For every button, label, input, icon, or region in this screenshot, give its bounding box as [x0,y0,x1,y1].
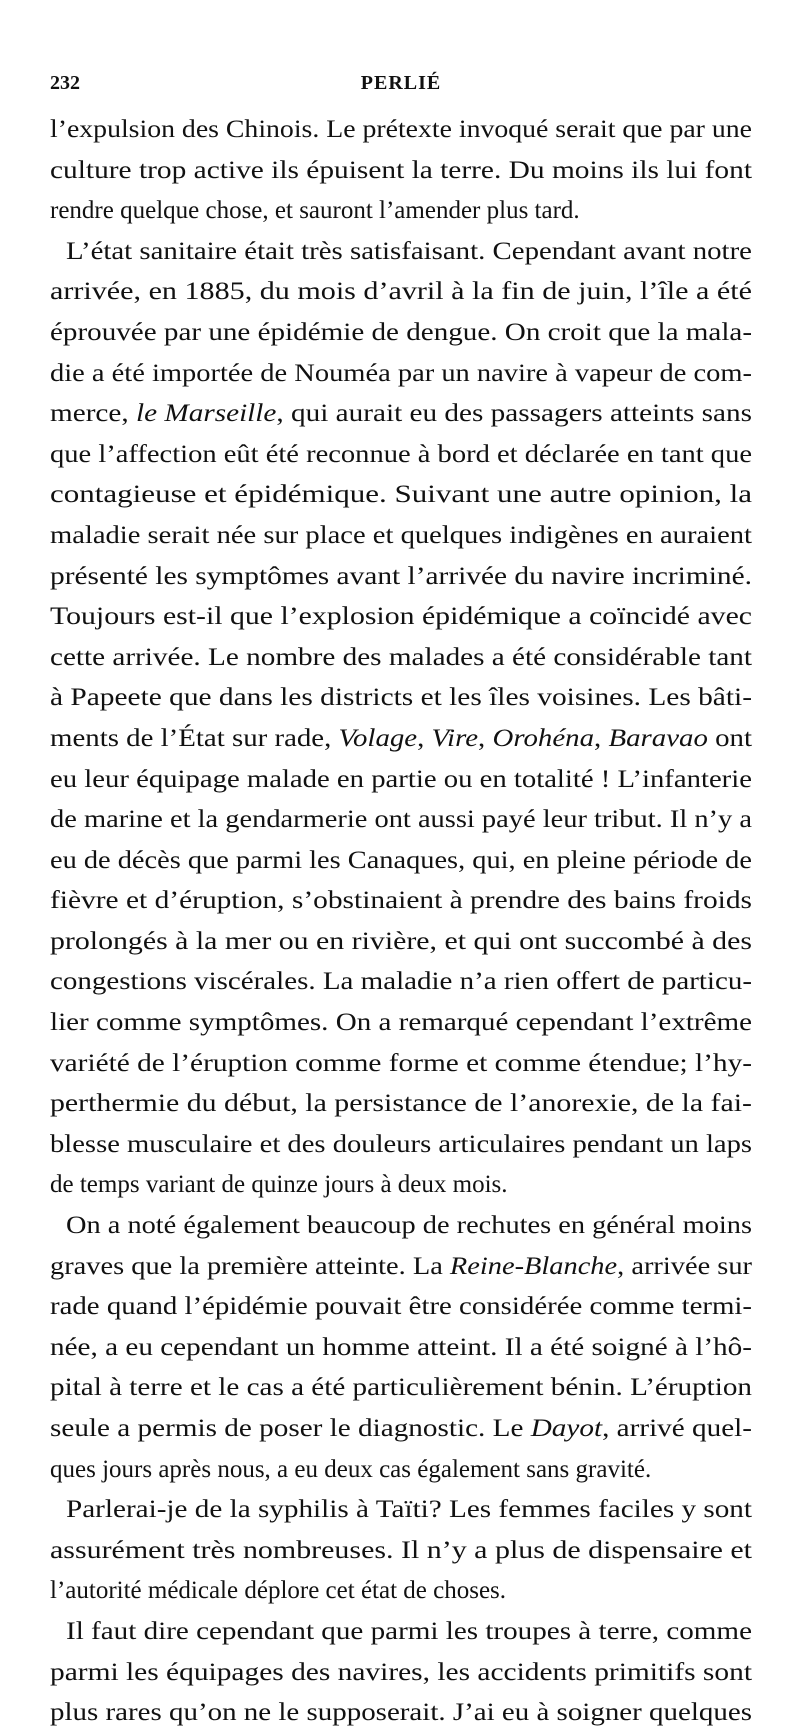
text-line: eu leur équipage malade en partie ou en totalité ! L’infanterie [50,765,752,793]
text-line: assurément très nombreuses. Il n’y a plus de dispensaire et [50,1536,752,1564]
text-line: de marine et la gendarmerie ont aussi payé leur tribut. Il n’y a [50,806,752,834]
text-line: Il faut dire cependant que parmi les troupes à terre, comme [66,1617,752,1645]
text-line: de temps variant de quinze jours à deux mois. [50,1171,508,1199]
text-line: L’état sanitaire était très satisfaisant. Cependant avant notre [66,237,752,265]
text-line: parmi les équipages des navires, les accidents primitifs sont [50,1658,752,1686]
text-line: l’autorité médicale déplore cet état de choses. [50,1577,507,1605]
text-line: arrivée, en 1885, du mois d’avril à la fin de juin, l’île a été [50,278,752,306]
text-line: éprouvée par une épidémie de dengue. On croit que la mala- [50,318,753,346]
text-line: Parlerai-je de la syphilis à Taïti? Les femmes faciles y sont [66,1496,753,1524]
text-line: eu de décès que parmi les Canaques, qui, en pleine période de [50,846,752,874]
text-line: cette arrivée. Le nombre des malades a été considérable tant [50,643,753,671]
text-line: graves que la première atteinte. La Reine-Blanche, arrivée sur [50,1252,753,1280]
text-line: présenté les symptômes avant l’arrivée du navire incriminé. [50,562,752,590]
text-line: seule a permis de poser le diagnostic. Le Dayot, arrivé quel- [50,1415,753,1442]
body-text [50,110,752,1734]
text-line: perthermie du début, la persistance de l’anorexie, de la fai- [50,1090,752,1118]
text-line: merce, le Marseille, qui aurait eu des passagers atteints sans [50,400,753,428]
text-line: à Papeete que dans les districts et les îles voisines. Les bâti- [50,684,752,712]
text-line: variété de l’éruption comme forme et comme étendue; l’hy- [50,1049,753,1077]
page-number: 232 [50,72,80,94]
text-line: culture trop active ils épuisent la terre. Du moins ils lui font [50,156,753,184]
text-line: die a été importée de Nouméa par un navire à vapeur de com- [50,359,753,387]
text-line: rendre quelque chose, et sauront l’amender plus tard. [50,197,580,225]
text-line: l’expulsion des Chinois. Le prétexte invoqué serait que par une [50,116,752,143]
text-line: plus rares qu’on ne le supposerait. J’ai eu à soigner quelques [50,1699,752,1727]
page-header [50,72,752,102]
text-line: ments de l’État sur rade, Volage, Vire, Orohéna, Baravao ont [50,724,752,752]
text-line: blesse musculaire et des douleurs articulaires pendant un laps [50,1130,753,1158]
text-line: née, a eu cependant un homme atteint. Il a été soigné à l’hô- [50,1333,752,1361]
text-line: contagieuse et épidémique. Suivant une autre opinion, la [50,481,753,509]
text-line: On a noté également beaucoup de rechutes en général moins [66,1212,753,1240]
text-line: lier comme symptômes. On a remarqué cependant l’extrême [50,1009,753,1037]
running-title: PERLIÉ [360,72,442,94]
text-line: pital à terre et le cas a été particulièrement bénin. L’éruption [50,1374,753,1402]
text-line: Toujours est-il que l’explosion épidémique a coïncidé avec [50,603,753,631]
text-line: congestions viscérales. La maladie n’a rien offert de particu- [50,968,752,996]
text-line: que l’affection eût été reconnue à bord et déclarée en tant que [50,440,752,468]
text-line: ques jours après nous, a eu deux cas également sans gravité. [50,1455,652,1483]
text-line: rade quand l’épidémie pouvait être considérée comme termi- [50,1293,753,1321]
text-line: fièvre et d’éruption, s’obstinaient à prendre des bains froids [50,887,753,915]
text-line: maladie serait née sur place et quelques indigènes en auraient [50,521,752,549]
text-line: prolongés à la mer ou en rivière, et qui ont succombé à des [50,927,752,955]
